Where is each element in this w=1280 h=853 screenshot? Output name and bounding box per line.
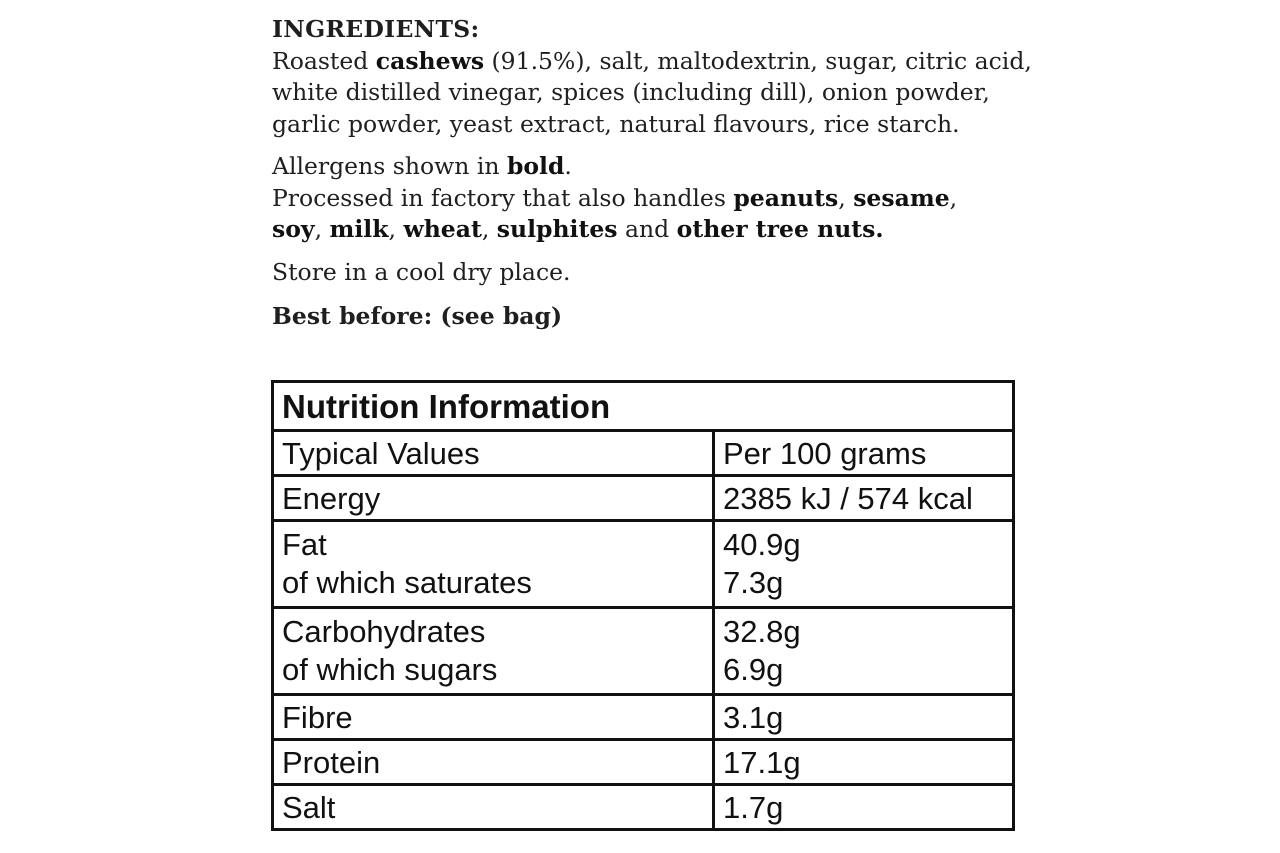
nutrition-table xyxy=(271,380,1015,831)
allergen-wheat: wheat xyxy=(403,215,482,243)
row-value-protein xyxy=(714,740,1014,785)
label-line: Fibre xyxy=(282,699,353,735)
allergen-other-tree-nuts: other tree nuts. xyxy=(676,215,884,243)
allergen-sulphites: sulphites xyxy=(496,215,618,243)
table-row xyxy=(273,608,1014,695)
row-value-fibre xyxy=(714,695,1014,740)
value-line: 3.1g xyxy=(723,699,784,735)
ingredients-title: INGREDIENTS: xyxy=(272,15,480,43)
row-label-fat xyxy=(273,521,714,608)
factory-text: Processed in factory that also handles xyxy=(272,183,734,212)
header-label: Typical Values xyxy=(273,431,714,476)
value-line: 6.9g xyxy=(723,652,784,687)
row-label-carbohydrates xyxy=(273,608,714,695)
separator: , xyxy=(388,215,404,243)
separator: , xyxy=(838,183,854,212)
label-line: of which saturates xyxy=(282,565,532,600)
separator: , xyxy=(481,215,497,243)
label-line: Fat xyxy=(282,527,327,562)
value-line: 2385 kJ / 574 kcal xyxy=(723,480,973,516)
allergen-cashews: cashews xyxy=(375,46,485,75)
row-value-energy xyxy=(714,476,1014,521)
ingredients-line-1 xyxy=(272,46,1032,78)
best-before: Best before: (see bag) xyxy=(272,302,563,330)
value-line: 40.9g xyxy=(723,527,801,562)
ingredients-line-2: white distilled vinegar, spices (including dill), onion powder, xyxy=(272,78,990,106)
allergen-soy: soy xyxy=(272,215,315,243)
ingredients-section xyxy=(272,14,1032,333)
table-row xyxy=(273,695,1014,740)
nutrition-title-row xyxy=(273,382,1014,431)
value-line: 7.3g xyxy=(723,565,784,600)
row-label-energy xyxy=(273,476,714,521)
row-label-fibre xyxy=(273,695,714,740)
ingredients-line-3: garlic powder, yeast extract, natural flavours, rice starch. xyxy=(272,109,960,138)
table-row xyxy=(273,740,1014,785)
allergens-text: . xyxy=(564,152,572,180)
factory-text: and xyxy=(617,215,677,243)
allergen-milk: milk xyxy=(329,215,389,243)
row-value-carbohydrates xyxy=(714,608,1014,695)
table-row xyxy=(273,785,1014,830)
ingredients-text: Roasted xyxy=(272,46,376,75)
row-label-protein xyxy=(273,740,714,785)
label-line: of which sugars xyxy=(282,652,498,687)
value-line: 1.7g xyxy=(723,789,784,825)
value-line: 32.8g xyxy=(723,614,801,649)
row-value-fat xyxy=(714,521,1014,608)
table-row xyxy=(273,476,1014,521)
ingredients-text: (91.5%), salt, maltodextrin, sugar, citric acid, xyxy=(484,46,1032,75)
allergen-sesame: sesame xyxy=(853,183,950,212)
label-line: Protein xyxy=(282,744,381,780)
nutrition-header-row xyxy=(273,431,1014,476)
label-line: Salt xyxy=(282,789,336,825)
row-value-salt xyxy=(714,785,1014,830)
label-line: Carbohydrates xyxy=(282,614,486,649)
nutrition-title: Nutrition Information xyxy=(273,382,1014,431)
value-line: 17.1g xyxy=(723,744,801,780)
header-value: Per 100 grams xyxy=(714,431,1014,476)
label-line: Energy xyxy=(282,480,381,516)
allergens-bold-word: bold xyxy=(506,152,565,180)
storage-note: Store in a cool dry place. xyxy=(272,257,571,286)
table-row xyxy=(273,521,1014,608)
separator: , xyxy=(949,183,958,212)
factory-line-2 xyxy=(272,214,1032,246)
allergen-peanuts: peanuts xyxy=(733,183,839,212)
allergens-note xyxy=(272,151,1032,183)
row-label-salt xyxy=(273,785,714,830)
separator: , xyxy=(314,215,330,243)
factory-line-1 xyxy=(272,183,1032,215)
allergens-text: Allergens shown in xyxy=(272,152,507,180)
